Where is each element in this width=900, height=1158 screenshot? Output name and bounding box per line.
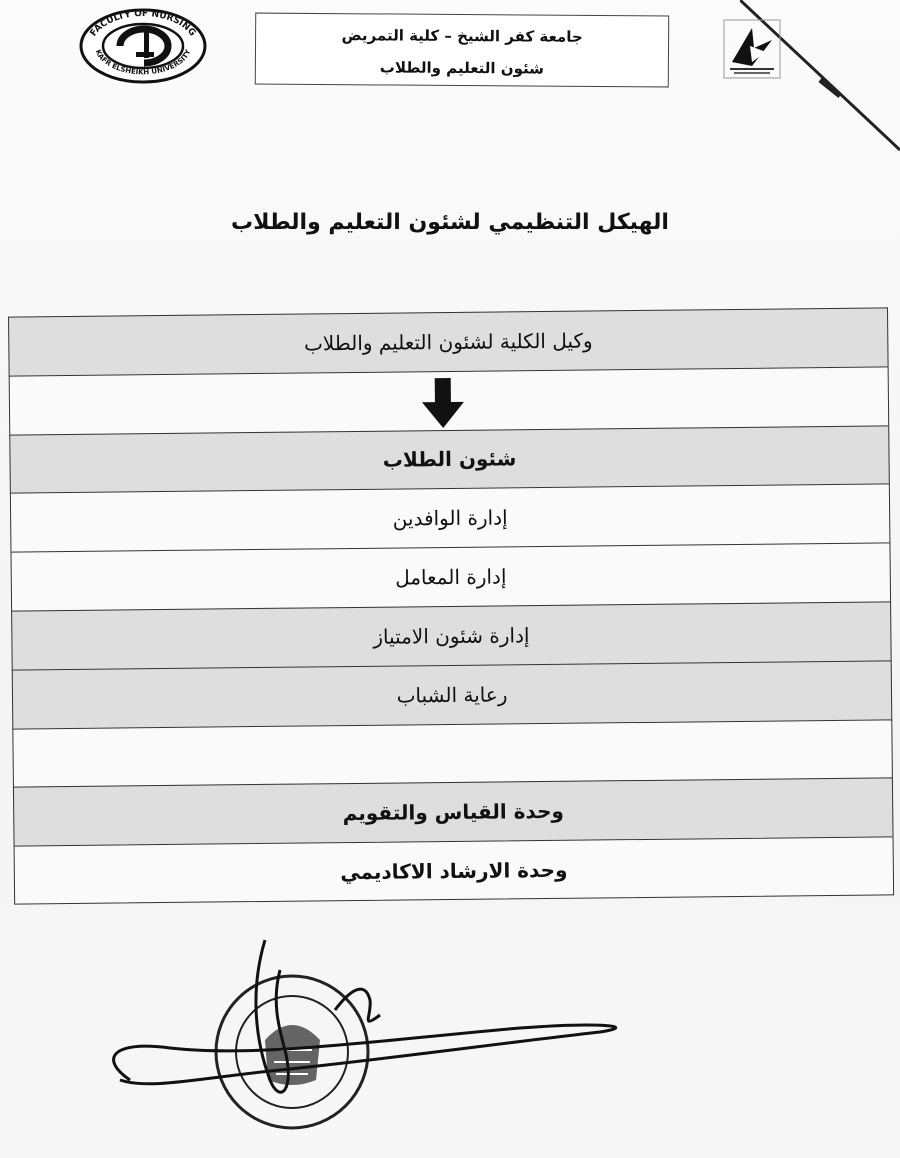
header-box [255,13,669,88]
university-logo [722,18,782,80]
svg-text:KAFR ELSHEIKH UNIVERSITY: KAFR ELSHEIKH UNIVERSITY [93,48,193,77]
header-university-faculty: جامعة كفر الشيخ – كلية التمريض [341,26,583,46]
signature-and-seal [80,930,640,1150]
org-chart-row-label: رعاية الشباب [396,682,508,708]
university-logo-icon [722,18,782,80]
org-chart-row [11,601,892,669]
org-chart-row [9,425,890,493]
faculty-logo [78,8,208,84]
org-chart-row-label: إدارة شئون الامتياز [373,623,530,649]
org-chart-row-label: وكيل الكلية لشئون التعليم والطلاب [303,328,593,356]
org-chart-row [10,484,891,552]
org-chart-row [13,778,894,846]
org-chart-row [9,366,890,434]
org-chart-table [8,307,894,904]
svg-text:FACULTY OF NURSING: FACULTY OF NURSING [88,8,198,39]
org-chart-row [14,837,895,905]
org-chart-row-label: وحدة الارشاد الاكاديمي [340,857,568,884]
org-chart-row-label: إدارة الوافدين [392,505,508,531]
org-chart-row [12,719,893,787]
org-chart-row [12,660,893,728]
org-chart-row-label: شئون الطلاب [382,446,517,473]
faculty-seal-icon [78,8,208,84]
header-department: شئون التعليم والطلاب [379,58,544,78]
org-chart-row [8,307,889,375]
page-title: الهيكل التنظيمي لشئون التعليم والطلاب [231,210,669,235]
org-chart-row-label: وحدة القياس والتقويم [342,799,564,826]
org-chart-row-label: إدارة المعامل [394,564,507,590]
org-chart-row [10,543,891,611]
down-arrow-icon [420,378,467,428]
